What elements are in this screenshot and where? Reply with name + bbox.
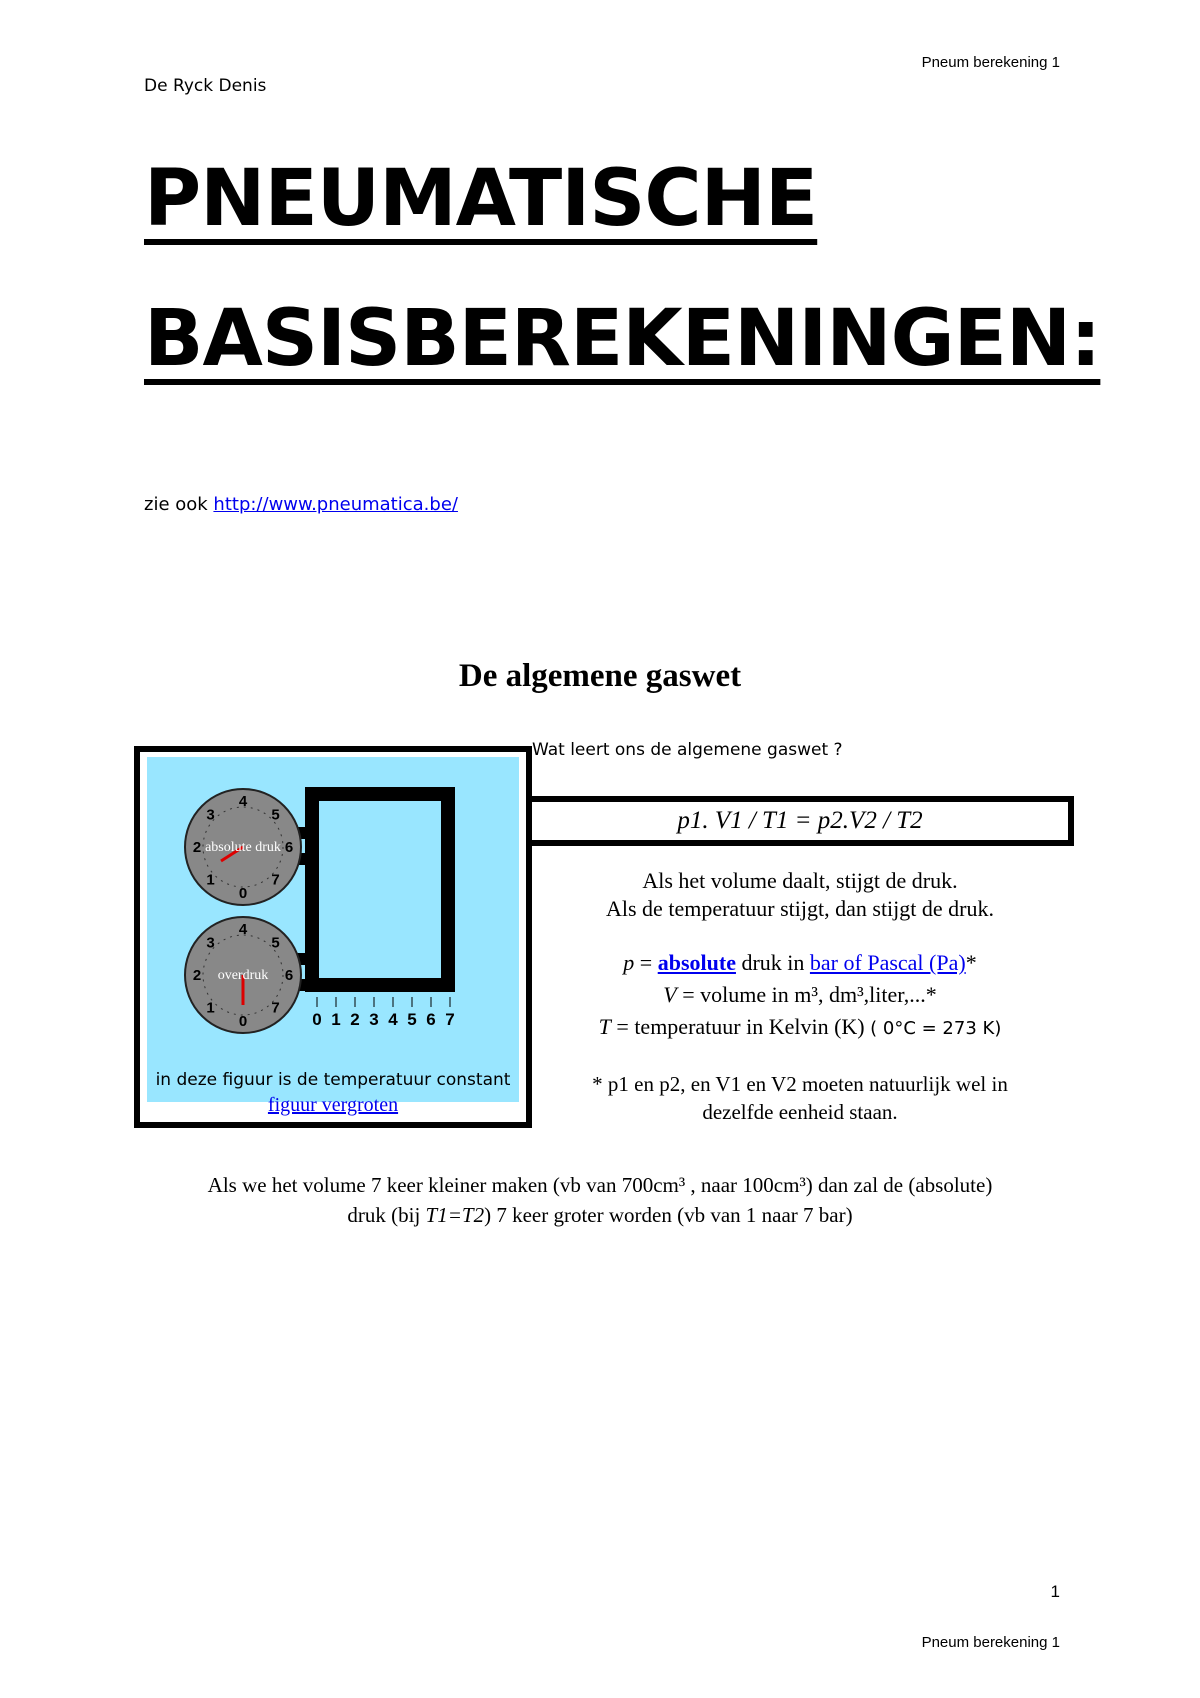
overpressure-gauge bbox=[185, 917, 301, 1033]
gauge-number: 5 bbox=[271, 934, 280, 952]
figure-illustration bbox=[147, 757, 519, 1102]
question-text: Wat leert ons de algemene gaswet ? bbox=[532, 740, 843, 760]
gauge-number: 6 bbox=[284, 839, 294, 856]
gauge-number: 0 bbox=[238, 885, 248, 902]
header-right: Pneum berekening 1 bbox=[921, 54, 1060, 71]
figure-box bbox=[134, 746, 532, 1128]
footnote-line-2: dezelfde eenheid staan. bbox=[702, 1100, 898, 1124]
gauge-number: 7 bbox=[271, 999, 280, 1017]
gas-law-diagram bbox=[147, 757, 519, 1102]
absolute-link[interactable]: absolute bbox=[657, 950, 736, 975]
gauge-number: 0 bbox=[238, 1013, 248, 1030]
gas-law-formula: p1. V1 / T1 = p2.V2 / T2 bbox=[526, 796, 1074, 846]
symbol-p: p bbox=[623, 950, 635, 975]
gauge-number: 1 bbox=[206, 999, 215, 1017]
gauge-number: 1 bbox=[206, 871, 215, 889]
scale-number: 5 bbox=[407, 1010, 417, 1029]
definition-t: T = temperatuur in Kelvin (K) ( 0°C = 273 K) bbox=[598, 1014, 1002, 1039]
gauge-number: 6 bbox=[284, 967, 294, 984]
gauge-number: 5 bbox=[271, 806, 280, 824]
scale-number: 1 bbox=[331, 1010, 341, 1029]
enlarge-figure-link[interactable]: figuur vergroten bbox=[267, 1094, 399, 1116]
website-link[interactable]: http://www.pneumatica.be/ bbox=[213, 494, 458, 515]
scale-number: 3 bbox=[369, 1010, 379, 1029]
gauge-number: 3 bbox=[206, 934, 215, 952]
scale-number: 6 bbox=[426, 1010, 436, 1029]
gauge-number: 7 bbox=[271, 871, 280, 889]
title-line-2: BASISBEREKENINGEN: bbox=[144, 294, 1101, 384]
see-also bbox=[144, 494, 458, 515]
header-author: De Ryck Denis bbox=[144, 76, 267, 96]
scale-number: 7 bbox=[445, 1010, 455, 1029]
section-title: De algemene gaswet bbox=[458, 658, 742, 694]
footnote-line-1: * p1 en p2, en V1 en V2 moeten natuurlijk wel in bbox=[592, 1072, 1008, 1096]
rule-volume: Als het volume daalt, stijgt de druk. bbox=[642, 868, 958, 893]
absolute-pressure-gauge bbox=[185, 789, 301, 905]
scale-number: 0 bbox=[312, 1010, 322, 1029]
gauge-number: 4 bbox=[238, 921, 248, 938]
symbol-t: T bbox=[598, 1014, 611, 1039]
gauge-bottom-label: overdruk bbox=[217, 968, 269, 983]
scale-number: 2 bbox=[350, 1010, 360, 1029]
volume-scale bbox=[312, 997, 454, 1029]
gauge-top-label: absolute druk bbox=[205, 840, 281, 855]
definition-v: V = volume in m³, dm³,liter,...* bbox=[663, 982, 937, 1007]
figure-caption: in deze figuur is de temperatuur constant bbox=[155, 1070, 511, 1090]
symbol-v: V bbox=[663, 982, 677, 1007]
example-paragraph: Als we het volume 7 keer kleiner maken (vb van 700cm³ , naar 100cm³) dan zal de (absolute) druk (bij T1=T2) 7 keer groter worden (vb van 1 naar 7 bar) bbox=[207, 1173, 993, 1227]
gauge-number: 2 bbox=[192, 839, 202, 856]
rule-temperature: Als de temperatuur stijgt, dan stijgt de druk. bbox=[606, 896, 994, 921]
gauge-number: 2 bbox=[192, 967, 202, 984]
gauge-number: 3 bbox=[206, 806, 215, 824]
definition-p: p = absolute druk in bar of Pascal (Pa)* bbox=[623, 950, 977, 975]
footer-label: Pneum berekening 1 bbox=[921, 1634, 1060, 1651]
scale-number: 4 bbox=[388, 1010, 398, 1029]
page-number: 1 bbox=[1050, 1582, 1060, 1601]
title-line-1: PNEUMATISCHE bbox=[144, 154, 818, 244]
units-link[interactable]: bar of Pascal (Pa) bbox=[809, 950, 966, 975]
see-also-prefix: zie ook bbox=[144, 494, 214, 515]
gauge-number: 4 bbox=[238, 793, 248, 810]
